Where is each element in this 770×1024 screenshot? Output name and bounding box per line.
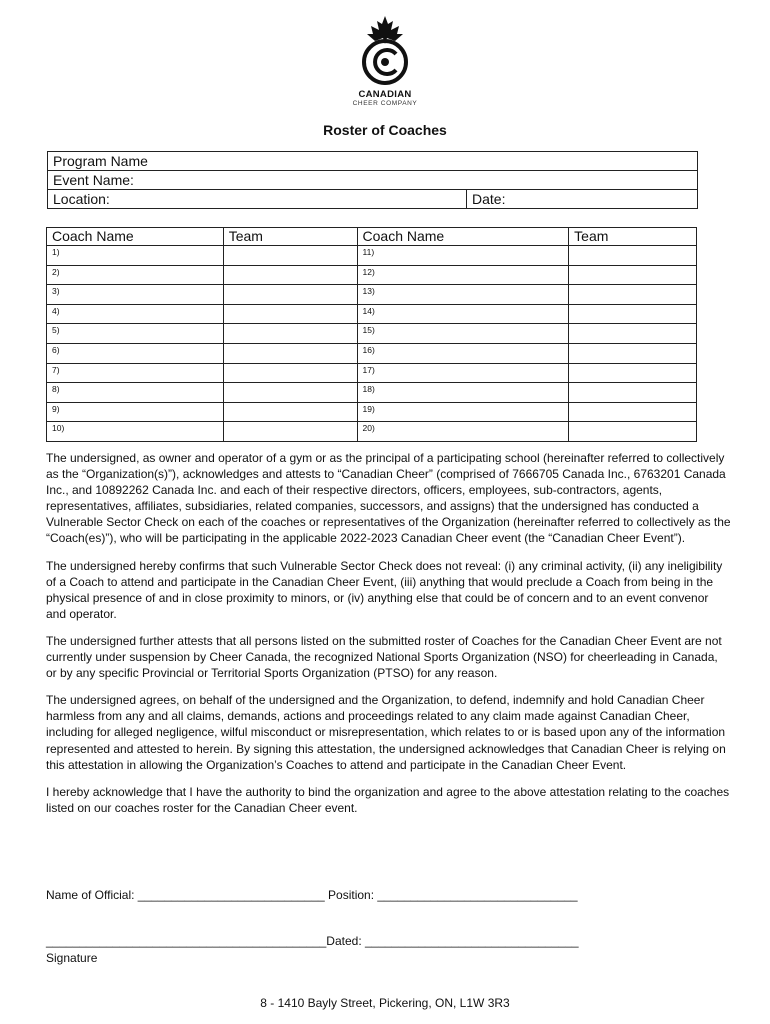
team-cell-left[interactable] bbox=[223, 324, 357, 344]
coach-name-cell-right[interactable]: 11) bbox=[357, 246, 569, 266]
table-row bbox=[47, 363, 697, 383]
team-cell-left[interactable] bbox=[223, 383, 357, 403]
team-cell-right[interactable] bbox=[569, 422, 697, 442]
location-label: Location: bbox=[53, 191, 110, 207]
team-cell-left[interactable] bbox=[223, 363, 357, 383]
company-logo bbox=[340, 14, 430, 107]
coach-roster-table bbox=[46, 227, 697, 442]
header-coach-name-right: Coach Name bbox=[357, 228, 569, 246]
team-cell-left[interactable] bbox=[223, 304, 357, 324]
team-cell-right[interactable] bbox=[569, 246, 697, 266]
coach-name-cell-right[interactable]: 18) bbox=[357, 383, 569, 403]
date-label: Date: bbox=[472, 191, 506, 207]
team-cell-right[interactable] bbox=[569, 343, 697, 363]
team-cell-right[interactable] bbox=[569, 402, 697, 422]
program-name-label: Program Name bbox=[53, 153, 148, 169]
event-info-box bbox=[47, 151, 698, 209]
logo-subtitle: CHEER COMPANY bbox=[352, 100, 418, 107]
coach-name-cell-left[interactable]: 8) bbox=[47, 383, 224, 403]
paragraph: I hereby acknowledge that I have the authority to bind the organization and agree to the above attestation relating to the coaches listed on our coaches roster for the Canadian Cheer event. bbox=[46, 784, 730, 815]
team-cell-left[interactable] bbox=[223, 285, 357, 305]
event-name-label: Event Name: bbox=[53, 172, 134, 188]
coach-name-cell-left[interactable]: 4) bbox=[47, 304, 224, 324]
table-header-row bbox=[47, 228, 697, 246]
page-title: Roster of Coaches bbox=[323, 122, 447, 138]
team-cell-right[interactable] bbox=[569, 285, 697, 305]
coach-name-cell-left[interactable]: 5) bbox=[47, 324, 224, 344]
coach-name-cell-right[interactable]: 16) bbox=[357, 343, 569, 363]
team-cell-right[interactable] bbox=[569, 383, 697, 403]
table-row bbox=[47, 324, 697, 344]
table-row bbox=[47, 285, 697, 305]
team-cell-right[interactable] bbox=[569, 363, 697, 383]
footer-address: 8 - 1410 Bayly Street, Pickering, ON, L1W 3R3 bbox=[260, 996, 510, 1010]
paragraph: The undersigned further attests that all persons listed on the submitted roster of Coaches for the Canadian Cheer Event are not currently under suspension by Cheer Canada, the recognized National Sports Organization (NSO) for cheerleading in Canada, or by any specific Provincial or Territorial Sports Organization (PTSO) for any reason. bbox=[46, 633, 722, 681]
coach-name-cell-left[interactable]: 7) bbox=[47, 363, 224, 383]
signature-dated-line[interactable]: __________________________________________Dated: ________________________________ bbox=[46, 934, 579, 948]
team-cell-right[interactable] bbox=[569, 304, 697, 324]
table-row bbox=[47, 422, 697, 442]
coach-name-cell-left[interactable]: 1) bbox=[47, 246, 224, 266]
date-field[interactable] bbox=[466, 190, 505, 208]
team-cell-right[interactable] bbox=[569, 265, 697, 285]
coach-name-cell-right[interactable]: 15) bbox=[357, 324, 569, 344]
table-row bbox=[47, 246, 697, 266]
coach-name-cell-left[interactable]: 6) bbox=[47, 343, 224, 363]
team-cell-left[interactable] bbox=[223, 422, 357, 442]
coach-name-cell-left[interactable]: 9) bbox=[47, 402, 224, 422]
logo-name: CANADIAN bbox=[358, 89, 412, 100]
header-team-right: Team bbox=[569, 228, 697, 246]
coach-name-cell-right[interactable]: 19) bbox=[357, 402, 569, 422]
event-name-row[interactable] bbox=[48, 171, 697, 190]
table-row bbox=[47, 304, 697, 324]
coach-name-cell-left[interactable]: 2) bbox=[47, 265, 224, 285]
coach-name-cell-left[interactable]: 3) bbox=[47, 285, 224, 305]
table-row bbox=[47, 402, 697, 422]
team-cell-left[interactable] bbox=[223, 265, 357, 285]
coach-name-cell-right[interactable]: 13) bbox=[357, 285, 569, 305]
attestation-text bbox=[46, 450, 731, 827]
team-cell-left[interactable] bbox=[223, 246, 357, 266]
team-cell-right[interactable] bbox=[569, 324, 697, 344]
table-row bbox=[47, 383, 697, 403]
paragraph: The undersigned, as owner and operator of a gym or as the principal of a participating school (hereinafter referred to collectively as the “Organization(s)”), acknowledges and attests to “Canadian Cheer” (comprised of 7666705 Canada Inc., 6763201 Canada Inc., and 10892262 Canada Inc. and each of their respective directors, officers, employees, sub-contractors, agents, representatives, affiliates, subsidiaries, related companies, successors, and assigns) that the undersigned has conducted a Vulnerable Sector Check on each of the coaches or representatives of the Organization (hereinafter referred to collectively as the “Coach(es)”), who will be participating in the applicable 2022-2023 Canadian Cheer event (the “Canadian Cheer Event”). bbox=[46, 451, 731, 546]
table-row bbox=[47, 265, 697, 285]
team-cell-left[interactable] bbox=[223, 402, 357, 422]
signature-label: Signature bbox=[46, 951, 98, 965]
table-row bbox=[47, 343, 697, 363]
coach-name-cell-left[interactable]: 10) bbox=[47, 422, 224, 442]
coach-name-cell-right[interactable]: 17) bbox=[357, 363, 569, 383]
location-row[interactable] bbox=[48, 190, 697, 208]
coach-name-cell-right[interactable]: 12) bbox=[357, 265, 569, 285]
maple-leaf-c-icon bbox=[357, 14, 413, 86]
header-team-left: Team bbox=[223, 228, 357, 246]
header-coach-name-left: Coach Name bbox=[47, 228, 224, 246]
coach-name-cell-right[interactable]: 14) bbox=[357, 304, 569, 324]
team-cell-left[interactable] bbox=[223, 343, 357, 363]
paragraph: The undersigned hereby confirms that such Vulnerable Sector Check does not reveal: (i) any criminal activity, (ii) any ineligibility of a Coach to attend and participate in the Canadian Cheer Event, (iii) anything that would preclude a Coach from being in the physical presence of and in close proximity to minors, or (iv) anything else that could be of concern and to an event convenor and operator. bbox=[46, 558, 723, 621]
paragraph: The undersigned agrees, on behalf of the undersigned and the Organization, to defend, indemnify and hold Canadian Cheer harmless from any and all claims, demands, actions and proceedings related to any claim made against Canadian Cheer, including for alleged negligence, wilful misconduct or misrepresentation, which relates to or is based upon any of the information represented and attested to herein. By signing this attestation, the undersigned acknowledges that Canadian Cheer is relying on this attestation in allowing the Organization’s Coaches to attend and participate in the Canadian Cheer Event. bbox=[46, 693, 726, 772]
coach-name-cell-right[interactable]: 20) bbox=[357, 422, 569, 442]
official-position-line[interactable]: Name of Official: ____________________________ Position: ______________________________ bbox=[46, 888, 578, 902]
program-name-row[interactable] bbox=[48, 152, 697, 171]
